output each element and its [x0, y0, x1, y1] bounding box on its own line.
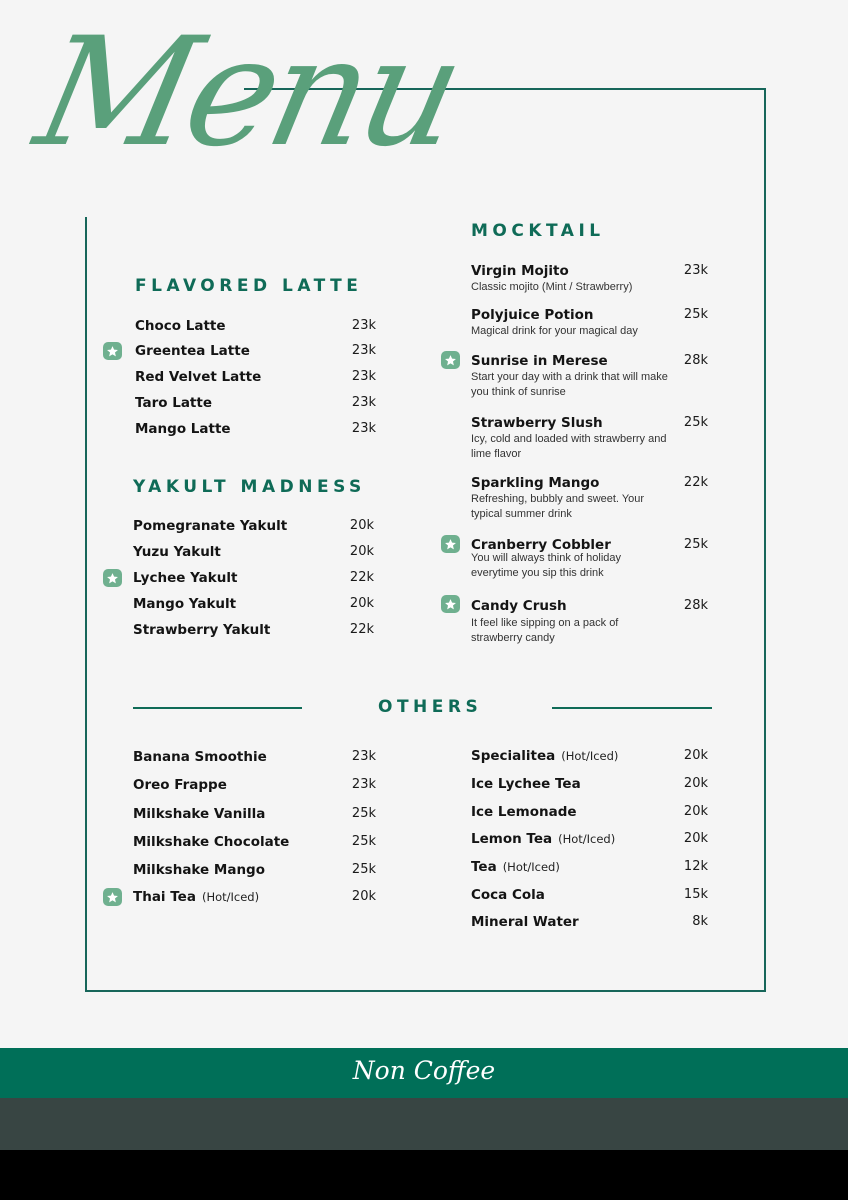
- mocktail-heading: MOCKTAIL: [471, 221, 605, 241]
- star-icon: [103, 569, 122, 587]
- item-price: 23k: [351, 395, 376, 410]
- item-name: Yuzu Yakult: [133, 544, 221, 560]
- menu-item: [133, 544, 374, 566]
- menu-item: [133, 889, 376, 911]
- item-price: 20k: [351, 889, 376, 904]
- menu-item: [471, 415, 708, 460]
- yakult-madness-heading: YAKULT MADNESS: [133, 477, 366, 497]
- footer-label: Non Coffee: [352, 1056, 496, 1085]
- menu-item: [135, 395, 376, 417]
- menu-title: Menu: [23, 6, 473, 180]
- item-description: Classic mojito (Mint / Strawberry): [471, 281, 633, 293]
- star-icon: [441, 595, 460, 613]
- menu-item: [133, 518, 374, 540]
- item-note: (Hot/Iced): [561, 749, 619, 763]
- item-price: 25k: [351, 806, 376, 821]
- item-description: Refreshing, bubbly and sweet. Your typical summer drink: [471, 493, 645, 520]
- item-price: 20k: [349, 596, 374, 611]
- menu-item: [135, 421, 376, 443]
- frame-left-border: [85, 217, 87, 992]
- item-price: 25k: [683, 307, 708, 322]
- item-price: 23k: [351, 318, 376, 333]
- item-name-text: Tea: [471, 859, 497, 875]
- menu-item: [133, 777, 376, 799]
- item-name: Pomegranate Yakult: [133, 518, 288, 534]
- item-price: 22k: [683, 475, 708, 490]
- item-name: Choco Latte: [135, 318, 226, 334]
- flavored-latte-heading: FLAVORED LATTE: [135, 276, 363, 296]
- item-price: 23k: [351, 369, 376, 384]
- item-name: Milkshake Chocolate: [133, 834, 290, 850]
- item-price: 20k: [683, 831, 708, 846]
- item-description: Icy, cold and loaded with strawberry and lime flavor: [471, 433, 667, 460]
- menu-item: [133, 570, 374, 592]
- star-icon: [441, 535, 460, 553]
- menu-item: [133, 622, 374, 644]
- item-description: Start your day with a drink that will make you think of sunrise: [471, 371, 668, 398]
- others-divider-left: [133, 707, 302, 709]
- item-name-text: Lemon Tea: [471, 831, 553, 847]
- item-name: [471, 859, 560, 875]
- item-price: 22k: [349, 570, 374, 585]
- others-divider-right: [552, 707, 712, 709]
- item-name: Milkshake Mango: [133, 862, 265, 878]
- item-price: 23k: [351, 421, 376, 436]
- menu-item: [471, 859, 708, 881]
- item-name: Polyjuice Potion: [471, 307, 594, 323]
- footer-band-gray: [0, 1098, 848, 1150]
- item-name: Coca Cola: [471, 887, 545, 903]
- item-note: (Hot/Iced): [558, 832, 616, 846]
- item-name: Strawberry Slush: [471, 415, 603, 431]
- star-icon: [103, 342, 122, 360]
- item-name-text: Specialitea: [471, 748, 556, 764]
- menu-item: [135, 318, 376, 340]
- footer-band-black: [0, 1150, 848, 1200]
- menu-item: [135, 369, 376, 391]
- item-price: 25k: [683, 415, 708, 430]
- menu-item: [471, 353, 708, 398]
- item-name: [471, 831, 615, 847]
- menu-item: [135, 343, 376, 365]
- menu-item: [471, 475, 708, 520]
- item-price: 25k: [683, 537, 708, 552]
- menu-item: [471, 887, 708, 909]
- menu-item: [133, 834, 376, 856]
- item-price: 28k: [683, 598, 708, 613]
- item-price: 20k: [349, 518, 374, 533]
- item-price: 23k: [351, 777, 376, 792]
- menu-item: [471, 831, 708, 853]
- item-price: 20k: [683, 776, 708, 791]
- item-name: Banana Smoothie: [133, 749, 267, 765]
- menu-item: [133, 862, 376, 884]
- item-name: Ice Lychee Tea: [471, 776, 581, 792]
- menu-item: [471, 804, 708, 826]
- item-price: 8k: [692, 914, 708, 929]
- item-name: [471, 748, 618, 764]
- menu-item: [471, 263, 708, 293]
- item-price: 25k: [351, 862, 376, 877]
- item-name: Mango Latte: [135, 421, 231, 437]
- menu-item: [133, 806, 376, 828]
- menu-item: [471, 537, 708, 579]
- item-name: Oreo Frappe: [133, 777, 227, 793]
- item-name: [133, 889, 259, 905]
- item-price: 28k: [683, 353, 708, 368]
- item-name: Sparkling Mango: [471, 475, 600, 491]
- item-description: You will always think of holiday everytime you sip this drink: [471, 552, 622, 579]
- item-name: Candy Crush: [471, 598, 567, 614]
- item-name-text: Thai Tea: [133, 889, 196, 905]
- star-icon: [441, 351, 460, 369]
- item-name: Taro Latte: [135, 395, 212, 411]
- item-price: 23k: [351, 749, 376, 764]
- item-note: (Hot/Iced): [502, 860, 560, 874]
- footer-band: [0, 1048, 848, 1098]
- item-price: 15k: [683, 887, 708, 902]
- menu-item: [471, 748, 708, 770]
- item-name: Strawberry Yakult: [133, 622, 271, 638]
- item-name: Red Velvet Latte: [135, 369, 262, 385]
- item-price: 20k: [683, 804, 708, 819]
- item-price: 25k: [351, 834, 376, 849]
- item-description: Magical drink for your magical day: [471, 325, 638, 337]
- frame-right-border: [764, 88, 766, 992]
- item-description: It feel like sipping on a pack of strawberry candy: [471, 617, 619, 644]
- item-price: 23k: [683, 263, 708, 278]
- menu-item: [471, 307, 708, 337]
- menu-item: [471, 776, 708, 798]
- item-name: Sunrise in Merese: [471, 353, 608, 369]
- menu-item: [133, 749, 376, 771]
- menu-item: [471, 914, 708, 936]
- item-name: Ice Lemonade: [471, 804, 577, 820]
- others-heading: OTHERS: [378, 697, 483, 717]
- item-name: Mineral Water: [471, 914, 579, 930]
- item-price: 20k: [349, 544, 374, 559]
- menu-item: [133, 596, 374, 618]
- item-name: Greentea Latte: [135, 343, 250, 359]
- item-note: (Hot/Iced): [201, 890, 260, 904]
- item-price: 22k: [349, 622, 374, 637]
- item-price: 23k: [351, 343, 376, 358]
- item-name: Lychee Yakult: [133, 570, 238, 586]
- menu-item: [471, 598, 708, 644]
- item-price: 12k: [683, 859, 708, 874]
- star-icon: [103, 888, 122, 906]
- item-name: Cranberry Cobbler: [471, 537, 611, 553]
- item-price: 20k: [683, 748, 708, 763]
- item-name: Mango Yakult: [133, 596, 237, 612]
- item-name: Milkshake Vanilla: [133, 806, 266, 822]
- frame-bottom-border: [85, 990, 766, 992]
- item-name: Virgin Mojito: [471, 263, 569, 279]
